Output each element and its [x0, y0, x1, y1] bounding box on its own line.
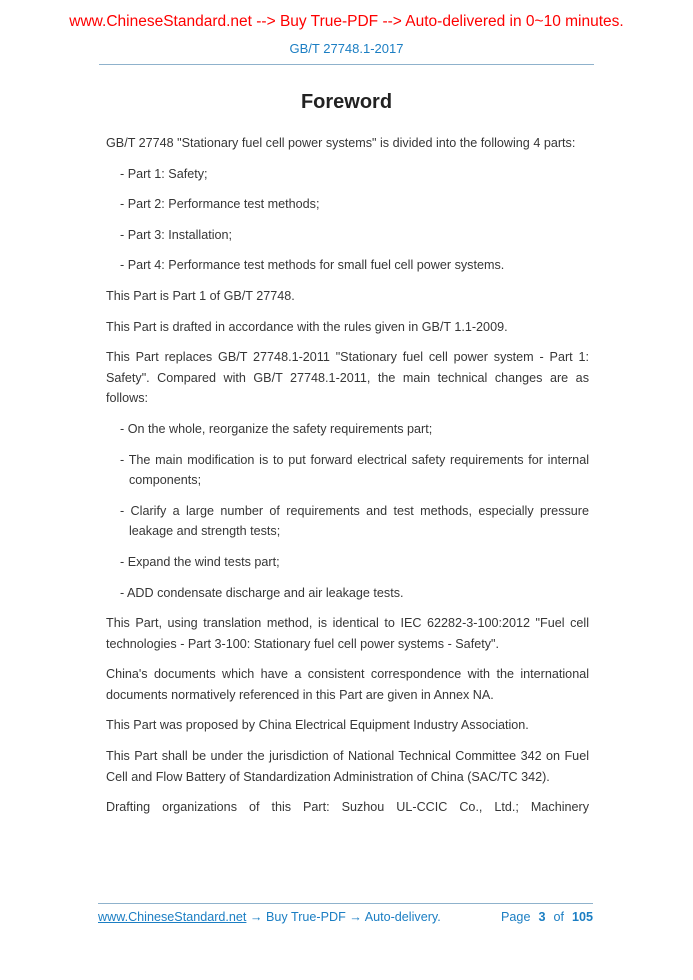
list-item: - Part 2: Performance test methods; [120, 197, 320, 212]
foreword-content [106, 133, 589, 828]
paragraph: China's documents which have a consistent correspondence with the international documents normatively referenced in this Part are given in Annex NA. [106, 667, 589, 702]
paragraph: Drafting organizations of this Part: Suzhou UL-CCIC Co., Ltd.; Machinery [106, 800, 589, 815]
list-item: - Part 4: Performance test methods for small fuel cell power systems. [120, 258, 505, 273]
footer-site-link[interactable]: www.ChineseStandard.net [98, 910, 247, 924]
list-item: - The main modification is to put forward electrical safety requirements for internal components; [120, 452, 589, 488]
page-total: 105 [571, 910, 593, 924]
list-item: - Part 1: Safety; [120, 166, 208, 181]
page-title: Foreword [300, 91, 393, 113]
paragraph: This Part was proposed by China Electrical Equipment Industry Association. [106, 718, 529, 733]
paragraph: GB/T 27748 "Stationary fuel cell power systems" is divided into the following 4 parts: [106, 136, 576, 150]
list-item: - Clarify a large number of requirements and test methods, especially pressure leakage and strength tests; [120, 503, 589, 539]
of-label: of [553, 910, 564, 924]
list-item: - ADD condensate discharge and air leakage tests. [120, 585, 404, 600]
page-number: 3 [538, 910, 546, 924]
promo-banner-link[interactable]: www.ChineseStandard.net --> Buy True-PDF --> Auto-delivered in 0~10 minutes. [69, 13, 624, 30]
list-item: - On the whole, reorganize the safety requirements part; [120, 421, 433, 436]
list-item: - Part 3: Installation; [120, 227, 232, 242]
paragraph: This Part, using translation method, is identical to IEC 62282-3-100:2012 "Fuel cell technologies - Part 3-100: Stationary fuel cell power systems - Safety". [106, 616, 589, 651]
paragraph: This Part is Part 1 of GB/T 27748. [106, 288, 295, 303]
page-label: Page [501, 910, 531, 924]
paragraph: This Part is drafted in accordance with the rules given in GB/T 1.1-2009. [106, 319, 508, 334]
paragraph: This Part shall be under the jurisdiction of National Technical Committee 342 on Fuel Cell and Flow Battery of Standardization Administration of China (SAC/TC 342). [106, 749, 589, 784]
paragraph: This Part replaces GB/T 27748.1-2011 "Stationary fuel cell power system - Part 1: Safety". Compared with GB/T 27748.1-2011, the main technical changes are as follows: [106, 350, 589, 406]
footer-tagline: → Buy True-PDF → Auto-delivery. [246, 910, 441, 924]
standard-code: GB/T 27748.1-2017 [289, 41, 404, 56]
list-item: - Expand the wind tests part; [120, 554, 280, 569]
page-indicator [501, 909, 593, 925]
footer-left [98, 909, 441, 925]
header-divider [99, 64, 594, 65]
page-footer [98, 903, 593, 925]
